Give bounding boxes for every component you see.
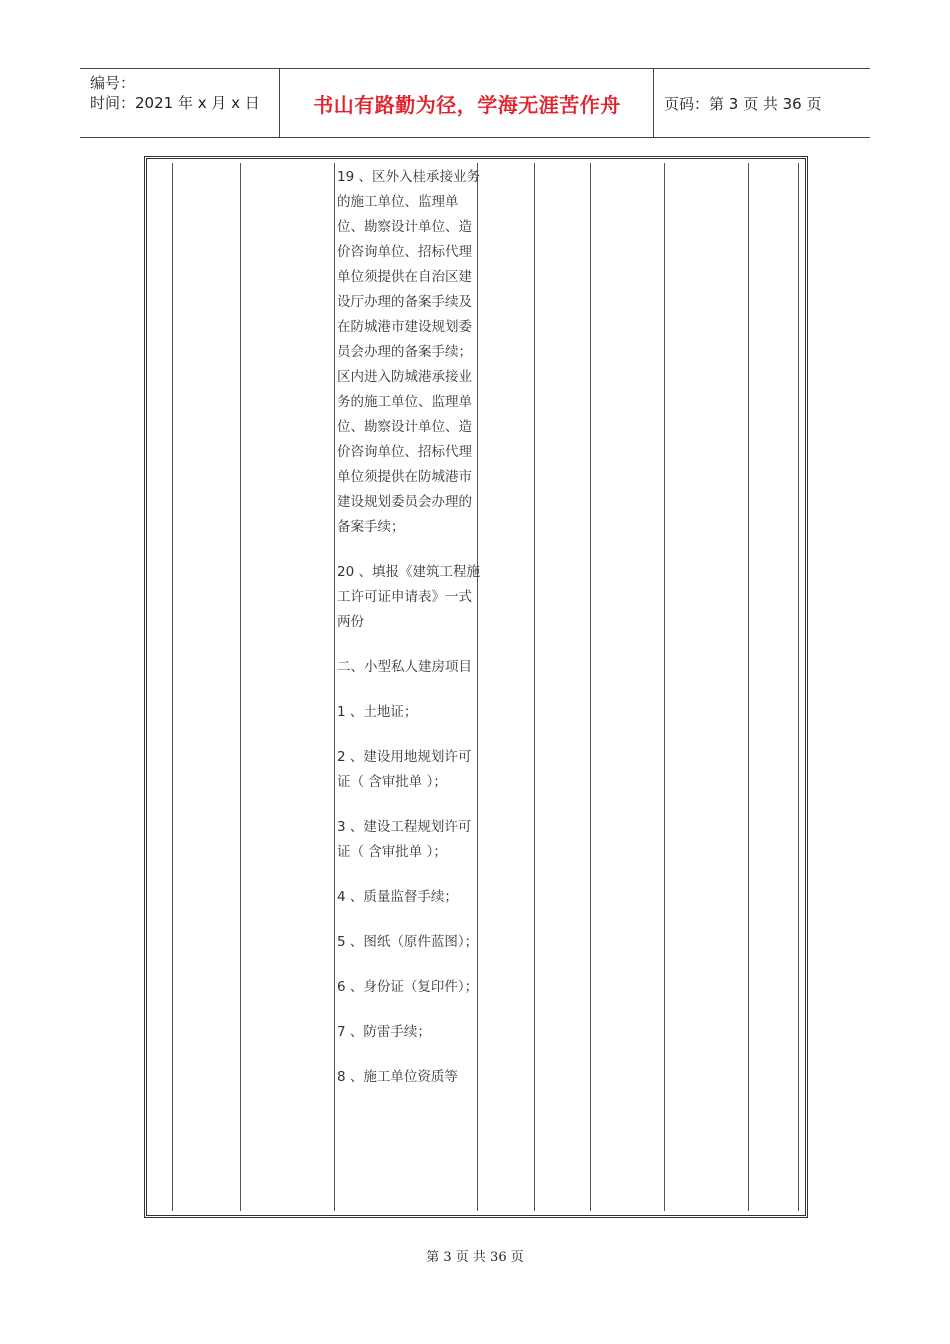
- requirements-table: [144, 156, 808, 1218]
- page-footer: 第 3 页 共 36 页: [426, 1250, 524, 1265]
- header-motto: 书山有路勤为径，学海无涯苦作舟: [313, 92, 621, 117]
- table-column-divider: [590, 163, 591, 1211]
- table-column-divider: [534, 163, 535, 1211]
- table-column-divider: [748, 163, 749, 1211]
- requirement-item: 1 、土地证；: [337, 704, 418, 720]
- document-date-label: 时间：2021 年 x 月 x 日: [90, 94, 260, 112]
- requirements-text-column: [337, 165, 481, 1110]
- requirement-item: 20 、填报《建筑工程施工许可证申请表》一式两份: [337, 564, 480, 630]
- requirement-item: 6 、身份证（复印件）；: [337, 979, 479, 995]
- header-page-cell: [654, 69, 870, 137]
- table-column-divider: [334, 163, 335, 1211]
- page-header: [80, 68, 870, 138]
- requirement-item: 5 、图纸（原件蓝图）；: [337, 934, 479, 950]
- header-meta: [80, 69, 280, 137]
- document-number-label: 编号：: [90, 74, 136, 92]
- table-column-divider: [798, 163, 799, 1211]
- requirement-item: 2 、建设用地规划许可证（ 含审批单 ）；: [337, 749, 472, 790]
- requirement-item: 7 、防雷手续；: [337, 1024, 431, 1040]
- table-column-divider: [172, 163, 173, 1211]
- header-motto-cell: [281, 69, 654, 137]
- header-page-number: 页码：第 3 页 共 36 页: [664, 94, 822, 113]
- requirement-item: 19 、区外入桂承接业务的施工单位、监理单位、勘察设计单位、造价咨询单位、招标代理单位须提供在自治区建设厅办理的备案手续及在防城港市建设规划委员会办理的备案手续；区内进入防城港承接业务的施工单位、监理单位、勘察设计单位、造价咨询单位、招标代理单位须提供在防城港市建设规划委员会办理的备案手续；: [337, 169, 480, 535]
- table-column-divider: [240, 163, 241, 1211]
- table-column-divider: [664, 163, 665, 1211]
- requirement-item: 4 、质量监督手续；: [337, 889, 458, 905]
- section-heading: 二、小型私人建房项目: [337, 659, 472, 675]
- requirement-item: 8 、施工单位资质等: [337, 1069, 458, 1085]
- requirement-item: 3 、建设工程规划许可证（ 含审批单 ）；: [337, 819, 472, 860]
